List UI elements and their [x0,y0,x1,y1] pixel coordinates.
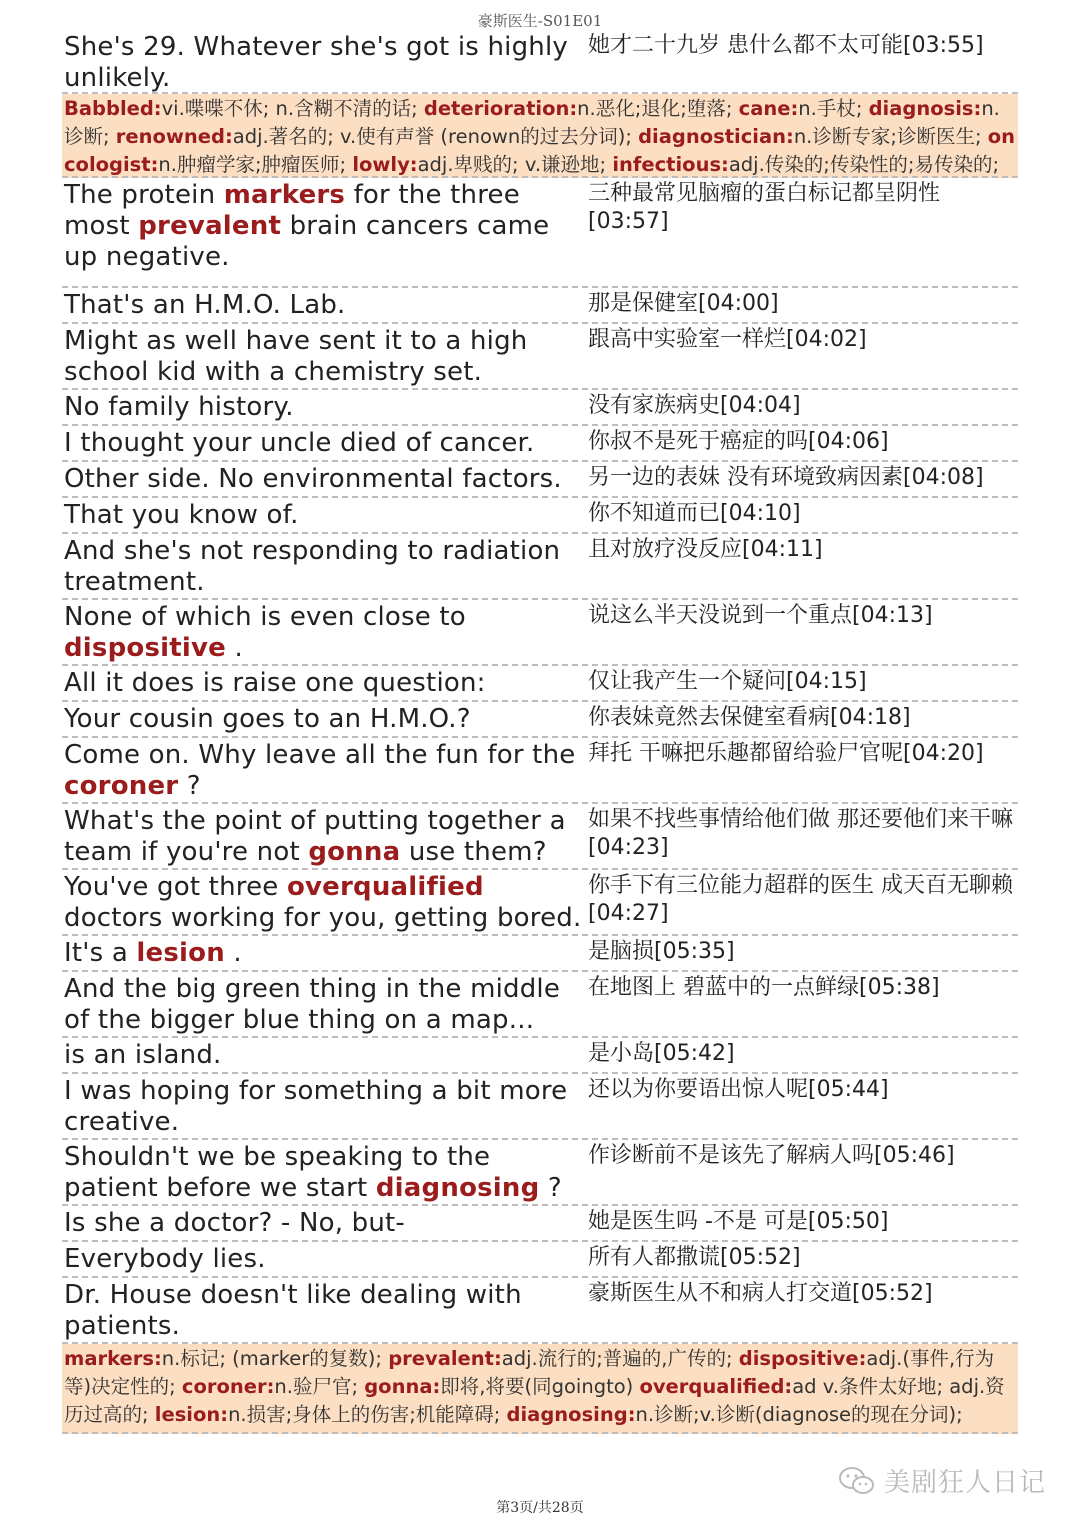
english-line [62,1242,588,1276]
english-line [62,498,588,532]
vocab-definition: n.手杖; [798,97,869,120]
vocab-term: coroner: [181,1375,275,1398]
chinese-line: 你不知道而已[04:10] [588,501,801,526]
subtitle-row [62,870,1018,936]
vocab-definition: 即将,将要(同goingto) [440,1375,640,1398]
watermark [838,1462,1046,1499]
keyword: diagnosing [375,1173,540,1203]
vocab-definition: adj.(事件,行为等)决定性的; [64,1347,995,1398]
vocab-term: markers: [64,1347,162,1370]
vocab-definition: adj.流行的;普遍的,广传的; [501,1347,739,1370]
chinese-line: 所有人都撒谎[05:52] [588,1245,801,1270]
keyword: overqualified [286,872,484,902]
english-text: Dr. House doesn't like dealing with patients. [64,1280,522,1341]
vocabulary-note [62,94,1018,178]
chinese-line: 另一边的表妹 没有环境致病因素[04:08] [588,465,984,490]
vocab-term: diagnosing: [506,1403,636,1426]
chinese-line: 是脑损[05:35] [588,939,735,964]
english-line [62,870,588,934]
subtitle-table [62,30,1018,1434]
english-line [62,534,588,598]
vocab-definition: n.损害;身体上的伤害;机能障碍; [228,1403,507,1426]
subtitle-row [62,1038,1018,1074]
subtitle-row [62,178,1018,288]
chinese-line: 是小岛[05:42] [588,1041,735,1066]
english-text: Come on. Why leave all the fun for the [64,740,576,770]
english-text: ? [178,771,201,801]
vocabulary-note [62,1344,1018,1434]
chinese-line: 且对放疗没反应[04:11] [588,537,823,562]
subtitle-row [62,534,1018,600]
vocab-definition: adj.传染的;传染性的;易传染的; [728,153,1000,176]
subtitle-row [62,1206,1018,1242]
vocab-definition: adj.著名的; v.使有声誉 (renown的过去分词); [232,125,639,148]
subtitle-row [62,462,1018,498]
vocab-definition: n.标记; (marker的复数); [161,1347,389,1370]
keyword: lesion [136,938,225,968]
subtitle-row [62,702,1018,738]
vocab-definition: n.诊断;v.诊断(diagnose的现在分词); [635,1403,963,1426]
chinese-line: 拜托 干嘛把乐趣都留给验尸官呢[04:20] [588,741,984,766]
english-text: use them? [400,837,547,867]
english-line [62,804,588,868]
subtitle-row [62,936,1018,972]
subtitle-row [62,804,1018,870]
subtitle-row [62,324,1018,390]
english-text: And she's not responding to radiation treatment. [64,536,561,597]
subtitle-row [62,390,1018,426]
chinese-line: 仅让我产生一个疑问[04:15] [588,669,867,694]
subtitle-row [62,30,1018,94]
vocab-term: deterioration: [423,97,578,120]
subtitle-row [62,1074,1018,1140]
english-line [62,1278,588,1342]
subtitle-row [62,288,1018,324]
vocab-term: cane: [738,97,799,120]
chinese-line: 作诊断前不是该先了解病人吗[05:46] [588,1143,955,1168]
chinese-line: 跟高中实验室一样烂[04:02] [588,327,867,352]
english-text: Your cousin goes to an H.M.O.? [64,704,471,734]
english-text: She's 29. Whatever she's got is highly unlikely. [64,32,568,93]
english-text: is an island. [64,1040,222,1070]
chinese-line: 没有家族病史[04:04] [588,393,801,418]
document-header: 豪斯医生-S01E01 [477,12,603,30]
vocab-definition: n.诊断专家;诊断医生; [793,125,988,148]
chinese-line: 她是医生吗 -不是 可是[05:50] [588,1209,889,1234]
vocab-term: dispositive: [738,1347,867,1370]
english-text: Other side. No environmental factors. [64,464,562,494]
english-line [62,666,588,700]
chinese-line: 如果不找些事情给他们做 那还要他们来干嘛[04:23] [588,807,1013,860]
english-line [62,1038,588,1072]
english-text: Might as well have sent it to a high school kid with a chemistry set. [64,326,528,387]
english-text: . [224,938,242,968]
english-line [62,1140,588,1204]
vocab-definition: n.验尸官; [274,1375,365,1398]
english-text: Shouldn't we be speaking to the patient before we start [64,1142,491,1203]
chinese-line: 她才二十九岁 患什么都不太可能[03:55] [588,33,984,58]
english-line [62,30,588,92]
vocab-term: Babbled: [64,97,162,120]
vocab-term: oncologist: [64,125,1016,176]
subtitle-row [62,972,1018,1038]
chinese-line: 你叔不是死于癌症的吗[04:06] [588,429,889,454]
english-text: for the three most [64,180,520,241]
page-number: 第3页/共28页 [496,1500,584,1516]
subtitle-row [62,738,1018,804]
subtitle-row [62,426,1018,462]
vocab-term: diagnosis: [868,97,982,120]
english-text: ? [539,1173,562,1203]
subtitle-row [62,1140,1018,1206]
english-text: Is she a doctor? - No, but- [64,1208,406,1238]
keyword: gonna [308,837,401,867]
english-text: It's a [64,938,137,968]
subtitle-row [62,666,1018,702]
english-line [62,324,588,388]
watermark-text: 美剧狂人日记 [884,1468,1047,1498]
vocab-term: renowned: [115,125,233,148]
vocab-definition: n.肿瘤学家;肿瘤医师; [158,153,353,176]
english-line [62,178,588,286]
english-line [62,1206,588,1240]
english-line [62,936,588,970]
vocab-term: infectious: [612,153,729,176]
subtitle-row [62,498,1018,534]
vocab-term: gonna: [364,1375,441,1398]
english-line [62,1074,588,1138]
english-text: doctors working for you, getting bored. [64,903,582,933]
english-text: I was hoping for something a bit more creative. [64,1076,568,1137]
vocab-definition: n.诊断; [64,97,1000,148]
english-text: What's the point of putting together a team if you're not [64,806,566,867]
english-line [62,462,588,496]
english-text: . [225,633,243,663]
english-line [62,288,588,322]
chinese-line: 在地图上 碧蓝中的一点鲜绿[05:38] [588,975,940,1000]
vocab-term: lesion: [154,1403,229,1426]
subtitle-row [62,600,1018,666]
chinese-line: 还以为你要语出惊人呢[05:44] [588,1077,889,1102]
vocab-definition: adj.卑贱的; v.谦逊地; [417,153,613,176]
vocab-term: lowly: [352,153,418,176]
keyword: coroner [64,771,179,801]
keyword: prevalent [138,211,282,241]
english-line [62,426,588,460]
english-text: And the big green thing in the middle of the bigger blue thing on a map... [64,974,561,1035]
english-line [62,972,588,1036]
keyword: dispositive [64,633,226,663]
vocab-definition: n.恶化;退化;堕落; [577,97,739,120]
english-line [62,738,588,802]
english-text: All it does is raise one question: [64,668,486,698]
chinese-line: 你手下有三位能力超群的医生 成天百无聊赖[04:27] [588,873,1013,926]
english-text: Everybody lies. [64,1244,266,1274]
chinese-line: 三种最常见脑瘤的蛋白标记都呈阴性[03:57] [588,181,941,234]
english-text: That you know of. [64,500,299,530]
english-text: None of which is even close to [64,602,466,632]
english-text: The protein [64,180,224,210]
english-line [62,702,588,736]
english-line [62,390,588,424]
vocab-term: overqualified: [639,1375,793,1398]
vocab-term: prevalent: [388,1347,502,1370]
chinese-line: 你表妹竟然去保健室看病[04:18] [588,705,911,730]
english-text: I thought your uncle died of cancer. [64,428,535,458]
english-text: You've got three [64,872,287,902]
vocab-definition: vi.喋喋不休; n.含糊不清的话; [161,97,424,120]
english-line [62,600,588,664]
vocab-definition: ad v.条件太好地; adj.资历过高的; [64,1375,1005,1426]
english-text: brain cancers came up negative. [64,211,550,272]
chinese-line: 那是保健室[04:00] [588,291,779,316]
keyword: markers [223,180,346,210]
chinese-line: 说这么半天没说到一个重点[04:13] [588,603,933,628]
english-text: That's an H.M.O. Lab. [64,290,346,320]
subtitle-row [62,1278,1018,1344]
subtitle-row [62,1242,1018,1278]
english-text: No family history. [64,392,294,422]
vocab-term: diagnostician: [638,125,794,148]
chinese-line: 豪斯医生从不和病人打交道[05:52] [588,1281,933,1306]
wechat-icon [838,1466,876,1496]
